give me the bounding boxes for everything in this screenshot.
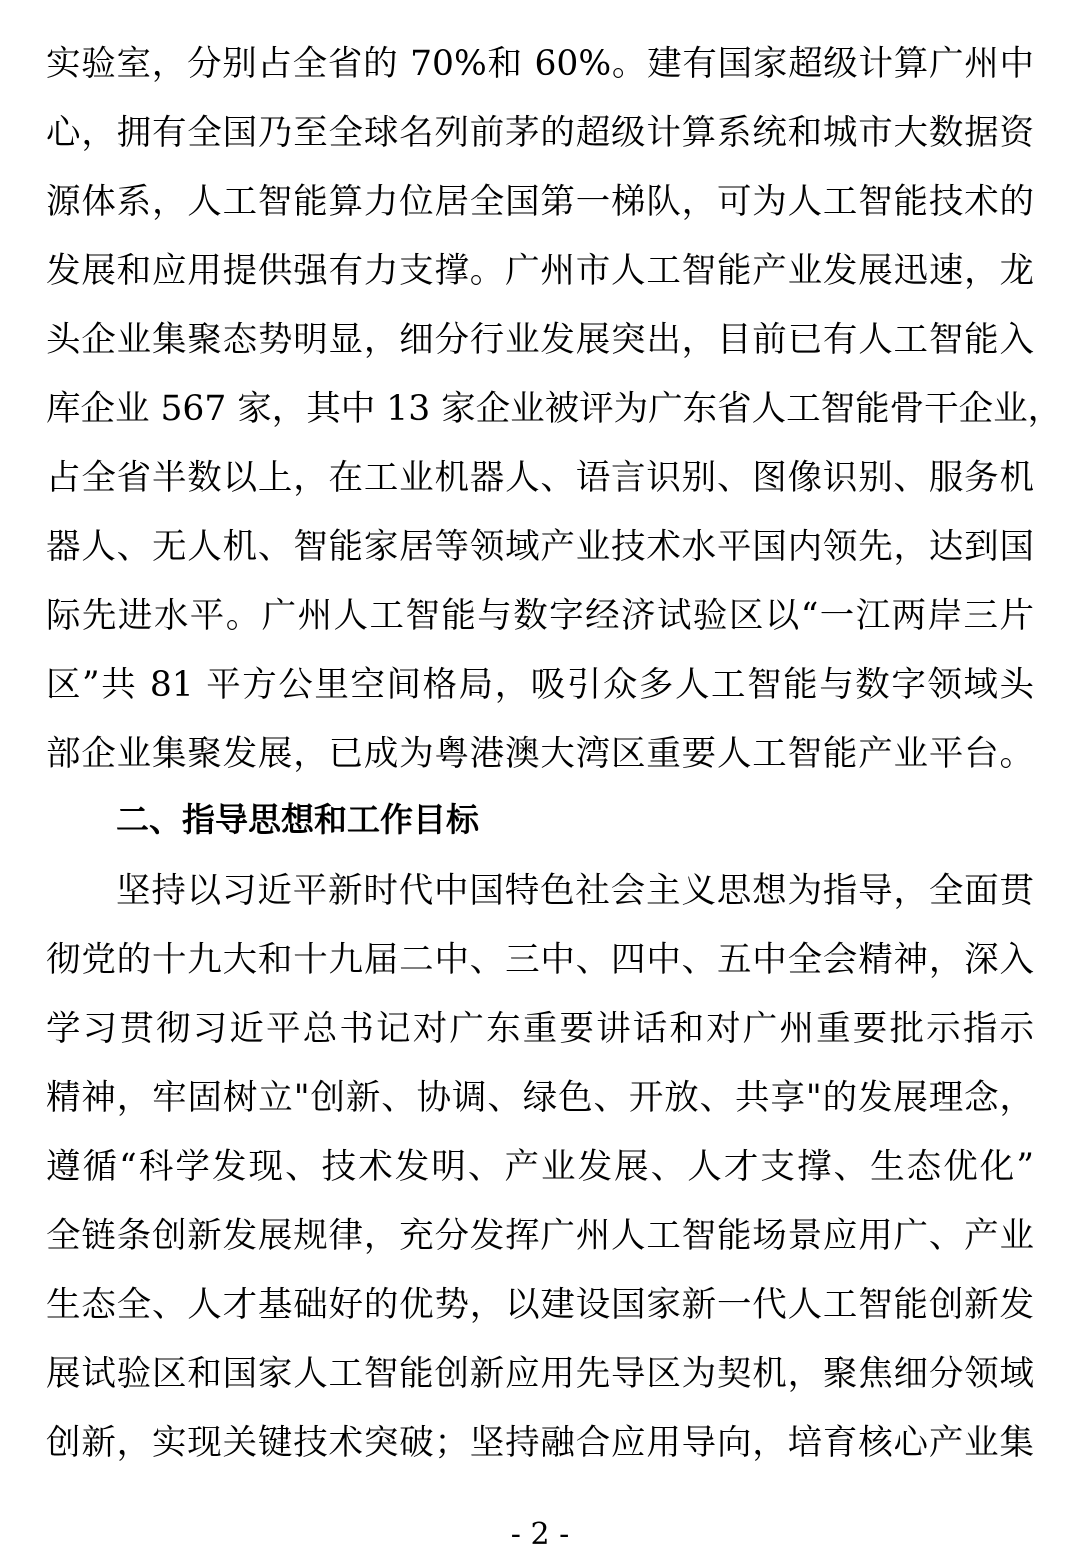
paragraph-line: 区”共 81 平方公里空间格局，吸引众多人工智能与数字领域头 [46,665,1034,705]
paragraph-line: 际先进水平。广州人工智能与数字经济试验区以“一江两岸三片 [46,596,1034,636]
paragraph-line: 坚持以习近平新时代中国特色社会主义思想为指导，全面贯 [116,871,1034,911]
paragraph-line: 生态全、人才基础好的优势，以建设国家新一代人工智能创新发 [46,1285,1034,1325]
paragraph-line: 精神，牢固树立"创新、协调、绿色、开放、共享"的发展理念， [46,1078,1034,1118]
paragraph-line: 源体系，人工智能算力位居全国第一梯队，可为人工智能技术的 [46,182,1034,222]
paragraph-line: 部企业集聚发展，已成为粤港澳大湾区重要人工智能产业平台。 [46,734,1034,774]
page-number: - 2 - [510,1517,570,1552]
paragraph-line: 库企业 567 家，其中 13 家企业被评为广东省人工智能骨干企业， [46,389,1063,429]
paragraph-line: 头企业集聚态势明显，细分行业发展突出，目前已有人工智能入 [46,320,1034,360]
paragraph-line: 心，拥有全国乃至全球名列前茅的超级计算系统和城市大数据资 [46,113,1034,153]
paragraph-line: 全链条创新发展规律，充分发挥广州人工智能场景应用广、产业 [46,1216,1034,1256]
section-heading: 二、指导思想和工作目标 [116,800,479,839]
paragraph-line: 学习贯彻习近平总书记对广东重要讲话和对广州重要批示指示 [46,1009,1034,1049]
paragraph-line: 器人、无人机、智能家居等领域产业技术水平国内领先，达到国 [46,527,1034,567]
paragraph-line: 彻党的十九大和十九届二中、三中、四中、五中全会精神，深入 [46,940,1034,980]
paragraph-line: 创新，实现关键技术突破；坚持融合应用导向，培育核心产业集 [46,1423,1034,1463]
paragraph-line: 实验室，分别占全省的 70%和 60%。建有国家超级计算广州中 [46,44,1034,84]
paragraph-line: 遵循“科学发现、技术发明、产业发展、人才支撑、生态优化” [46,1147,1034,1187]
paragraph-line: 占全省半数以上，在工业机器人、语言识别、图像识别、服务机 [46,458,1034,498]
paragraph-line: 发展和应用提供强有力支撑。广州市人工智能产业发展迅速，龙 [46,251,1034,291]
paragraph-line: 展试验区和国家人工智能创新应用先导区为契机，聚焦细分领域 [46,1354,1034,1394]
